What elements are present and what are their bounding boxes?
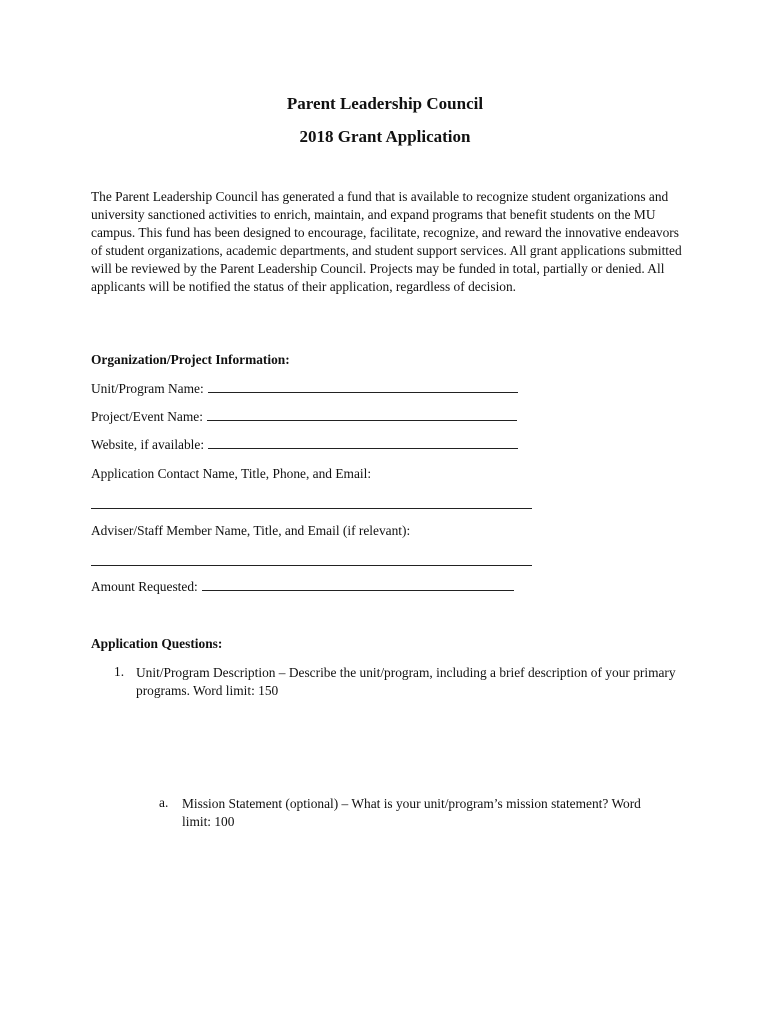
contact-label: Application Contact Name, Title, Phone, and Email:: [91, 466, 372, 481]
document-title: Parent Leadership Council: [286, 94, 484, 113]
website-row: [91, 437, 518, 453]
project-event-field[interactable]: [207, 409, 517, 421]
org-section-heading: Organization/Project Information:: [91, 352, 290, 367]
unit-program-field[interactable]: [208, 381, 518, 393]
website-field[interactable]: [208, 437, 518, 449]
question-1-text: Unit/Program Description – Describe the unit/program, including a brief description of your primary programs. Word limit: 150: [136, 665, 676, 698]
question-1-number: 1.: [114, 664, 125, 679]
project-event-row: [91, 409, 517, 425]
question-a-text: Mission Statement (optional) – What is your unit/program’s mission statement? Word limit: 100: [182, 796, 641, 829]
question-a-letter: a.: [159, 795, 169, 810]
project-event-label: Project/Event Name:: [91, 409, 203, 424]
amount-requested-field[interactable]: [202, 579, 514, 591]
questions-section-heading: Application Questions:: [91, 636, 223, 651]
amount-requested-row: [91, 579, 514, 595]
adviser-label: Adviser/Staff Member Name, Title, and Email (if relevant):: [91, 523, 411, 538]
amount-requested-label: Amount Requested:: [91, 579, 198, 594]
unit-program-label: Unit/Program Name:: [91, 381, 204, 396]
website-label: Website, if available:: [91, 437, 205, 452]
adviser-field[interactable]: [91, 565, 532, 566]
document-subtitle: 2018 Grant Application: [299, 127, 471, 146]
unit-program-row: [91, 381, 518, 397]
intro-paragraph: The Parent Leadership Council has generated a fund that is available to recognize student organizations and university sanctioned activities to enrich, maintain, and expand programs that benefit students on the MU campus. This fund has been designed to encourage, facilitate, recognize, and reward the innovative endeavors of student organizations, academic departments, and student support services. All grant applications submitted will be reviewed by the Parent Leadership Council. Projects may be funded in total, partially or denied. All applicants will be notified the status of their application, regardless of decision.: [91, 189, 682, 294]
contact-field[interactable]: [91, 508, 532, 509]
